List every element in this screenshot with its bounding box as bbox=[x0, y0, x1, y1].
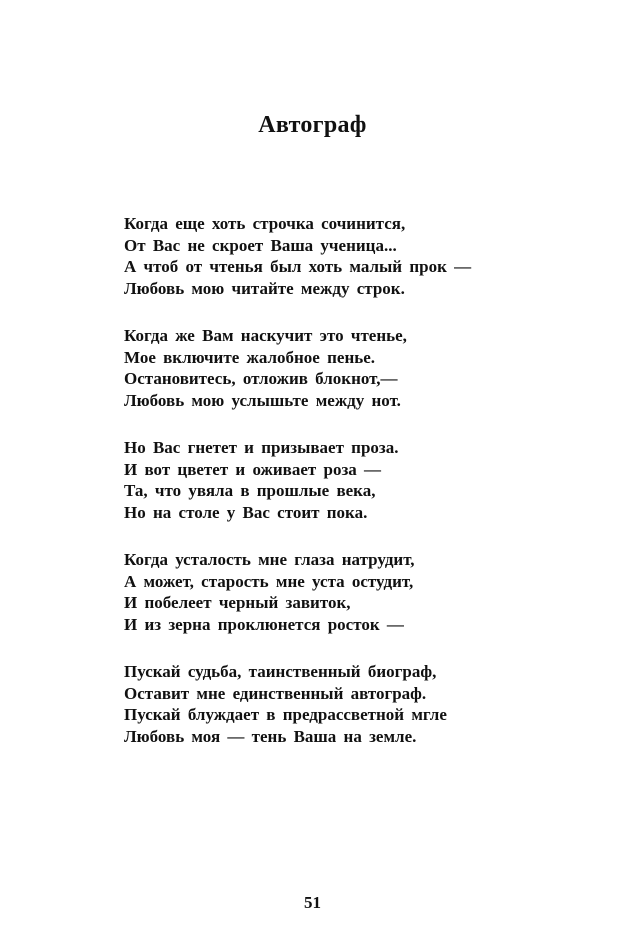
poem-line: Когда усталость мне глаза натрудит, bbox=[124, 550, 415, 569]
poem-body bbox=[124, 213, 564, 773]
stanza-5 bbox=[124, 661, 564, 747]
poem-line: Но на столе у Вас стоит пока. bbox=[124, 502, 368, 522]
poem-line: Остановитесь, отложив блокнот,— bbox=[124, 369, 398, 388]
poem-line: Любовь мою читайте между строк. bbox=[124, 278, 405, 298]
poem-line: И побелеет черный завиток, bbox=[124, 593, 351, 612]
poem-line: Та, что увяла в прошлые века, bbox=[124, 481, 376, 500]
stanza-3 bbox=[124, 437, 564, 523]
poem-line: Пускай блуждает в предрассветной мгле bbox=[124, 705, 447, 724]
poem-line: А может, старость мне уста остудит, bbox=[124, 571, 414, 591]
poem-line: Когда еще хоть строчка сочинится, bbox=[124, 214, 406, 233]
stanza-4 bbox=[124, 549, 564, 635]
poem-line: И вот цветет и оживает роза — bbox=[124, 459, 382, 479]
poem-line: Любовь моя — тень Ваша на земле. bbox=[124, 726, 417, 746]
poem-line: Когда же Вам наскучит это чтенье, bbox=[124, 326, 407, 345]
poem-line: Мое включите жалобное пенье. bbox=[124, 347, 376, 367]
poem-line: Любовь мою услышьте между нот. bbox=[124, 390, 401, 410]
poem-line: Пускай судьба, таинственный биограф, bbox=[124, 662, 437, 681]
stanza-2 bbox=[124, 325, 564, 411]
poem-title: Автограф bbox=[258, 112, 367, 138]
page-number: 51 bbox=[304, 893, 321, 912]
poem-line: От Вас не скроет Ваша ученица... bbox=[124, 235, 397, 255]
stanza-1 bbox=[124, 213, 564, 299]
poem-line: Оставит мне единственный автограф. bbox=[124, 683, 427, 703]
poem-line: Но Вас гнетет и призывает проза. bbox=[124, 438, 399, 457]
poem-line: А чтоб от чтенья был хоть малый прок — bbox=[124, 257, 472, 276]
poem-line: И из зерна проклюнется росток — bbox=[124, 614, 404, 634]
